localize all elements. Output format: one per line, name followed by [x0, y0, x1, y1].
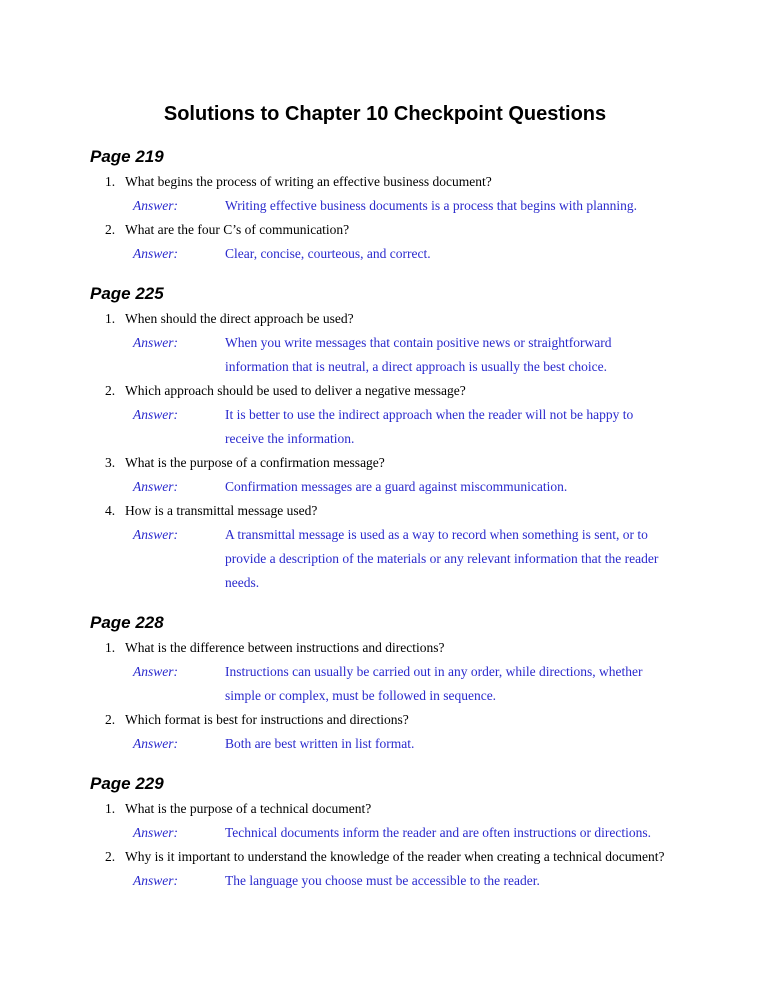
question-number: 4. [105, 503, 116, 518]
question-text: What are the four C’s of communication? [125, 222, 350, 237]
answer-row [133, 523, 768, 595]
question-number: 2. [105, 222, 116, 237]
answer-line: Instructions can usually be carried out in any order, while directions, whether [225, 664, 643, 679]
answer-text [225, 475, 567, 499]
answer-line: provide a description of the materials or any relevant information that the reader [225, 551, 659, 566]
question-row [105, 451, 768, 475]
question-row [105, 708, 768, 732]
question-row [105, 170, 768, 194]
question-text: How is a transmittal message used? [125, 503, 318, 518]
answer-label: Answer: [133, 736, 178, 751]
answer-label: Answer: [133, 246, 178, 261]
section-heading: Page 225 [90, 284, 164, 303]
answer-label: Answer: [133, 479, 178, 494]
section-heading: Page 219 [90, 147, 164, 166]
question-number: 2. [105, 849, 116, 864]
answer-line: Both are best written in list format. [225, 736, 415, 751]
answer-line: Technical documents inform the reader and are often instructions or directions. [225, 825, 652, 840]
question-row [105, 636, 768, 660]
answer-line: receive the information. [225, 431, 355, 446]
answer-text [225, 331, 612, 379]
answer-text [225, 194, 637, 218]
answer-line: Writing effective business documents is a process that begins with planning. [225, 198, 638, 213]
question-text: Why is it important to understand the knowledge of the reader when creating a technical document? [125, 849, 665, 864]
question-row [105, 797, 768, 821]
question-text: What is the purpose of a confirmation message? [125, 455, 385, 470]
answer-line: Confirmation messages are a guard against miscommunication. [225, 479, 568, 494]
question-number: 2. [105, 712, 116, 727]
answer-line: information that is neutral, a direct approach is usually the best choice. [225, 359, 608, 374]
answer-row [133, 194, 768, 218]
section-page-229 [90, 771, 768, 893]
question-number: 1. [105, 801, 116, 816]
question-text: What is the difference between instructions and directions? [125, 640, 445, 655]
section-heading: Page 228 [90, 613, 164, 632]
question-text: What begins the process of writing an effective business document? [125, 174, 492, 189]
answer-text [225, 523, 658, 595]
question-text: What is the purpose of a technical document? [125, 801, 372, 816]
answer-line: A transmittal message is used as a way to record when something is sent, or to [225, 527, 648, 542]
answer-text [225, 403, 633, 451]
answer-row [133, 660, 768, 708]
answer-text [225, 660, 642, 708]
answer-text [225, 869, 540, 893]
section-heading: Page 229 [90, 774, 164, 793]
question-number: 1. [105, 640, 116, 655]
answer-label: Answer: [133, 825, 178, 840]
question-text: Which format is best for instructions and directions? [125, 712, 409, 727]
question-number: 3. [105, 455, 116, 470]
question-row [105, 499, 768, 523]
answer-line: It is better to use the indirect approach when the reader will not be happy to [225, 407, 634, 422]
section-page-228 [90, 610, 768, 756]
answer-text [225, 821, 651, 845]
answer-label: Answer: [133, 873, 178, 888]
answer-line: needs. [225, 575, 260, 590]
question-text: Which approach should be used to deliver a negative message? [125, 383, 466, 398]
question-row [105, 307, 768, 331]
page-title: Solutions to Chapter 10 Checkpoint Questions [163, 103, 607, 125]
question-number: 2. [105, 383, 116, 398]
answer-label: Answer: [133, 664, 178, 679]
answer-line: Clear, concise, courteous, and correct. [225, 246, 431, 261]
question-text: When should the direct approach be used? [125, 311, 354, 326]
answer-row [133, 403, 768, 451]
answer-row [133, 331, 768, 379]
question-row [105, 218, 768, 242]
answer-row [133, 242, 768, 266]
question-row [105, 379, 768, 403]
answer-text [225, 732, 414, 756]
answer-label: Answer: [133, 198, 178, 213]
answer-label: Answer: [133, 335, 178, 350]
answer-text [225, 242, 431, 266]
answer-line: The language you choose must be accessible to the reader. [225, 873, 540, 888]
question-row [105, 845, 768, 869]
answer-row [133, 869, 768, 893]
question-number: 1. [105, 311, 116, 326]
answer-label: Answer: [133, 407, 178, 422]
answer-label: Answer: [133, 527, 178, 542]
answer-row [133, 821, 768, 845]
answer-row [133, 732, 768, 756]
section-page-225 [90, 281, 768, 595]
answer-line: When you write messages that contain positive news or straightforward [225, 335, 612, 350]
answer-row [133, 475, 768, 499]
answer-line: simple or complex, must be followed in sequence. [225, 688, 497, 703]
section-page-219 [90, 144, 768, 266]
question-number: 1. [105, 174, 116, 189]
